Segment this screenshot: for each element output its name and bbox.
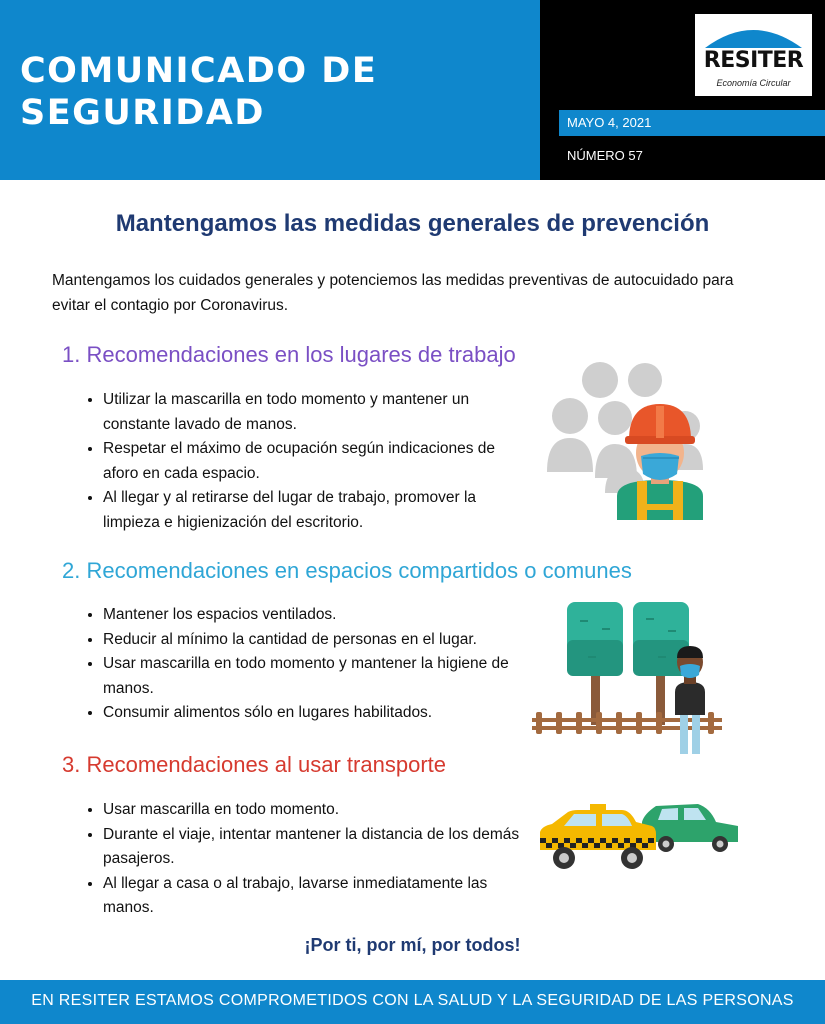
issue-date: MAYO 4, 2021 [567,115,652,130]
section-1-list [80,388,533,535]
resiter-logo [695,14,812,96]
section-2-title: 2. Recomendaciones en espacios compartidos o comunes [62,558,632,583]
page-title [20,50,377,134]
footer-bar [0,980,825,1024]
closing-slogan: ¡Por ti, por mí, por todos! [304,935,521,955]
list-item: • Durante el viaje, intentar mantener la distancia de los demás pasajeros. [103,823,533,872]
date-bar [559,110,825,136]
main-heading: Mantengamos las medidas generales de prevención [115,210,710,237]
logo-wordmark: RESITER [703,48,804,73]
list-item: • Al llegar y al retirarse del lugar de trabajo, promover la limpieza e higienización del escritorio. [103,486,533,535]
list-item: • Respetar el máximo de ocupación según indicaciones de aforo en cada espacio. [103,437,533,486]
issue-number: NÚMERO 57 [567,148,643,163]
park-person-icon [530,600,725,755]
list-item: • Consumir alimentos sólo en lugares habilitados. [103,701,533,726]
intro-paragraph: Mantengamos los cuidados generales y potenciemos las medidas preventivas de autocuidado para evitar el contagio por Coronavirus. [52,272,734,314]
logo-arc-icon [701,20,806,48]
list-item: • Utilizar la mascarilla en todo momento y mantener un constante lavado de manos. [103,388,533,437]
page-title-line-1: COMUNICADO DE [20,51,378,91]
section-2-list [80,603,533,726]
logo-tagline: Economía Circular [716,78,791,88]
list-item: • Usar mascarilla en todo momento y mantener la higiene de manos. [103,652,533,701]
footer-text: EN RESITER ESTAMOS COMPROMETIDOS CON LA SALUD Y LA SEGURIDAD DE LAS PERSONAS [31,992,794,1009]
section-1-title: 1. Recomendaciones en los lugares de trabajo [62,342,516,367]
section-3-list [80,798,533,921]
list-item: • Mantener los espacios ventilados. [103,603,533,628]
header-banner [0,0,540,180]
section-3-title: 3. Recomendaciones al usar transporte [62,752,446,777]
list-item: • Reducir al mínimo la cantidad de personas en el lugar. [103,628,533,653]
page-title-line-2: SEGURIDAD [20,93,265,133]
taxi-and-car-icon [538,800,743,878]
list-item: • Usar mascarilla en todo momento. [103,798,533,823]
worker-with-mask-icon [545,358,705,520]
list-item: • Al llegar a casa o al trabajo, lavarse inmediatamente las manos. [103,872,533,921]
